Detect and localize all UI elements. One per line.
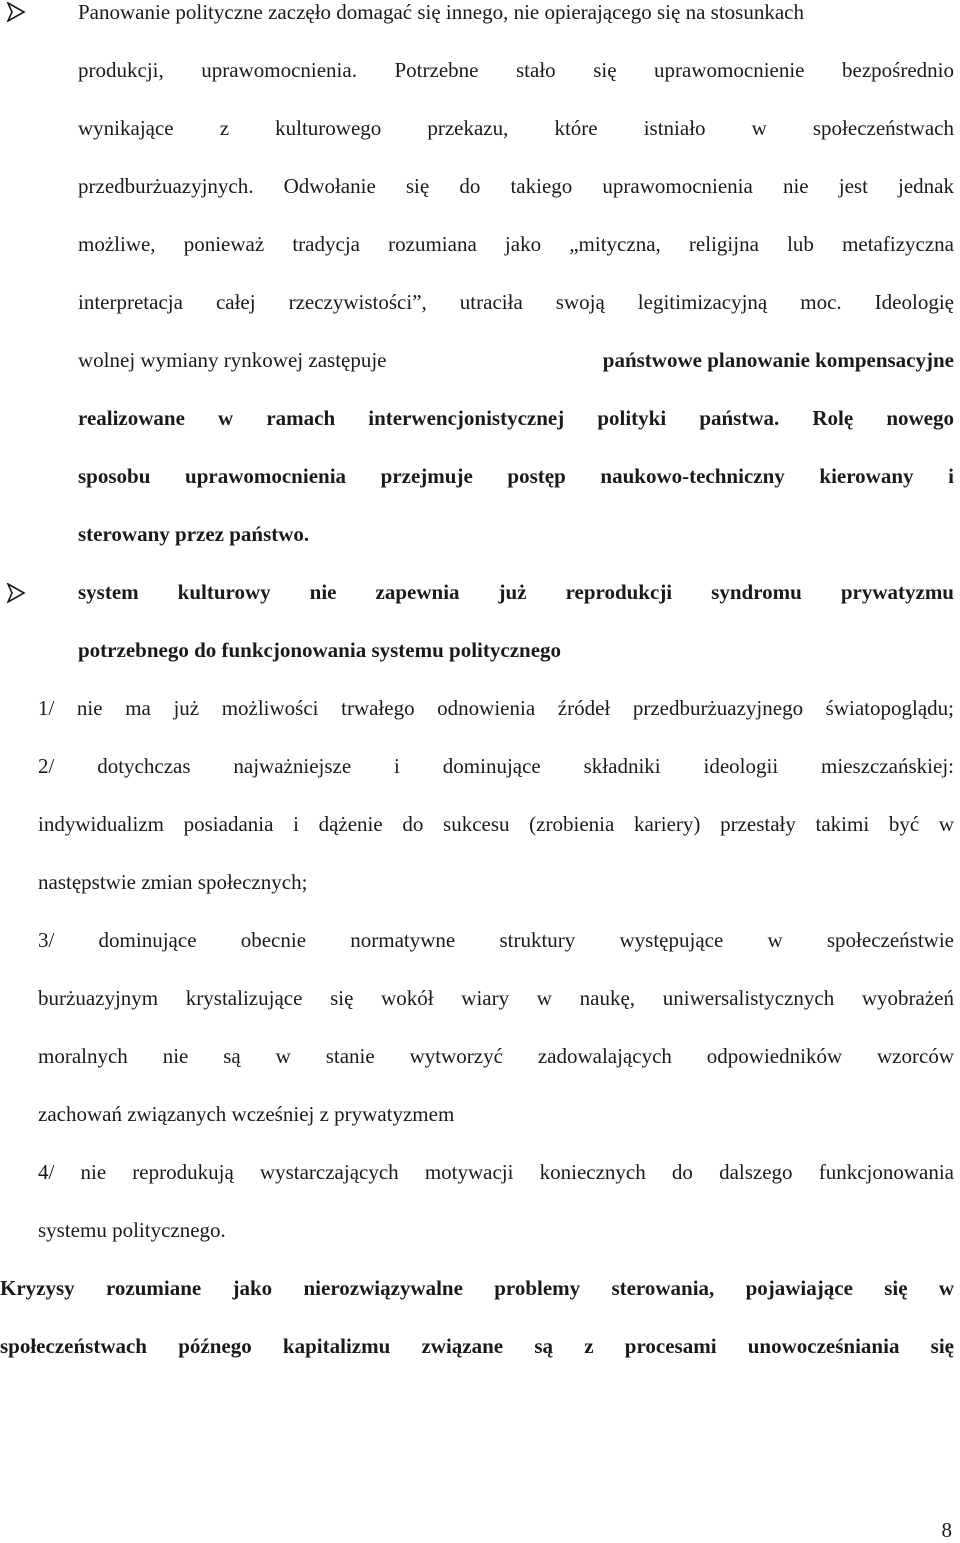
bullet-1-line-5: możliwe, ponieważ tradycja rozumiana jako „mityczna, religijna lub metafizyczna	[78, 232, 954, 256]
numbered-line-9: 4/ nie reprodukują wystarczających motywacji koniecznych do dalszego funkcjonowania	[38, 1160, 954, 1184]
bullet-1-bold-line-3: sterowany przez państwo.	[78, 522, 310, 546]
bullet-1-bold-line-2: sposobu uprawomocnienia przejmuje postęp naukowo-techniczny kierowany i	[78, 464, 954, 488]
arrow-bullet-icon	[6, 2, 26, 22]
numbered-line-10: systemu politycznego.	[38, 1218, 226, 1242]
numbered-line-3: indywidualizm posiadania i dążenie do sukcesu (zrobienia kariery) przestały takimi być w	[38, 812, 954, 836]
bullet-1-line-7-bold: państwowe planowanie kompensacyjne	[602, 348, 954, 372]
numbered-line-6: burżuazyjnym krystalizujące się wokół wiary w naukę, uniwersalistycznych wyobrażeń	[38, 986, 954, 1010]
bullet-2-line-1: system kulturowy nie zapewnia już reprodukcji syndromu prywatyzmu	[78, 580, 954, 604]
bullet-1-line-7-normal: wolnej wymiany rynkowej zastępuje	[78, 348, 392, 372]
numbered-line-7: moralnych nie są w stanie wytworzyć zadowalających odpowiedników wzorców	[38, 1044, 954, 1068]
bullet-1-bold-line-1: realizowane w ramach interwencjonistycznej polityki państwa. Rolę nowego	[78, 406, 954, 430]
bullet-1-line-2: produkcji, uprawomocnienia. Potrzebne stało się uprawomocnienie bezpośrednio	[78, 58, 954, 82]
numbered-line-2: 2/ dotychczas najważniejsze i dominujące składniki ideologii mieszczańskiej:	[38, 754, 954, 778]
closing-line-1: Kryzysy rozumiane jako nierozwiązywalne problemy sterowania, pojawiające się w	[0, 1276, 954, 1300]
arrow-bullet-icon	[6, 583, 26, 603]
numbered-line-1: 1/ nie ma już możliwości trwałego odnowienia źródeł przedburżuazyjnego światopoglądu;	[38, 696, 954, 720]
numbered-line-4: następstwie zmian społecznych;	[38, 870, 308, 894]
bullet-1-line-3: wynikające z kulturowego przekazu, które istniało w społeczeństwach	[78, 116, 954, 140]
closing-line-2: społeczeństwach późnego kapitalizmu związane są z procesami unowocześniania się	[0, 1334, 954, 1358]
bullet-1-line-7	[78, 348, 954, 372]
bullet-1-line-6: interpretacja całej rzeczywistości”, utraciła swoją legitimizacyjną moc. Ideologię	[78, 290, 954, 314]
numbered-line-5: 3/ dominujące obecnie normatywne struktury występujące w społeczeństwie	[38, 928, 954, 952]
numbered-line-8: zachowań związanych wcześniej z prywatyzmem	[38, 1102, 455, 1126]
bullet-2-line-2: potrzebnego do funkcjonowania systemu politycznego	[78, 638, 562, 662]
bullet-1-line-4: przedburżuazyjnych. Odwołanie się do takiego uprawomocnienia nie jest jednak	[78, 174, 954, 198]
page-number: 8	[941, 1518, 952, 1542]
bullet-1-line-1: Panowanie polityczne zaczęło domagać się innego, nie opierającego się na stosunkach	[78, 0, 804, 24]
